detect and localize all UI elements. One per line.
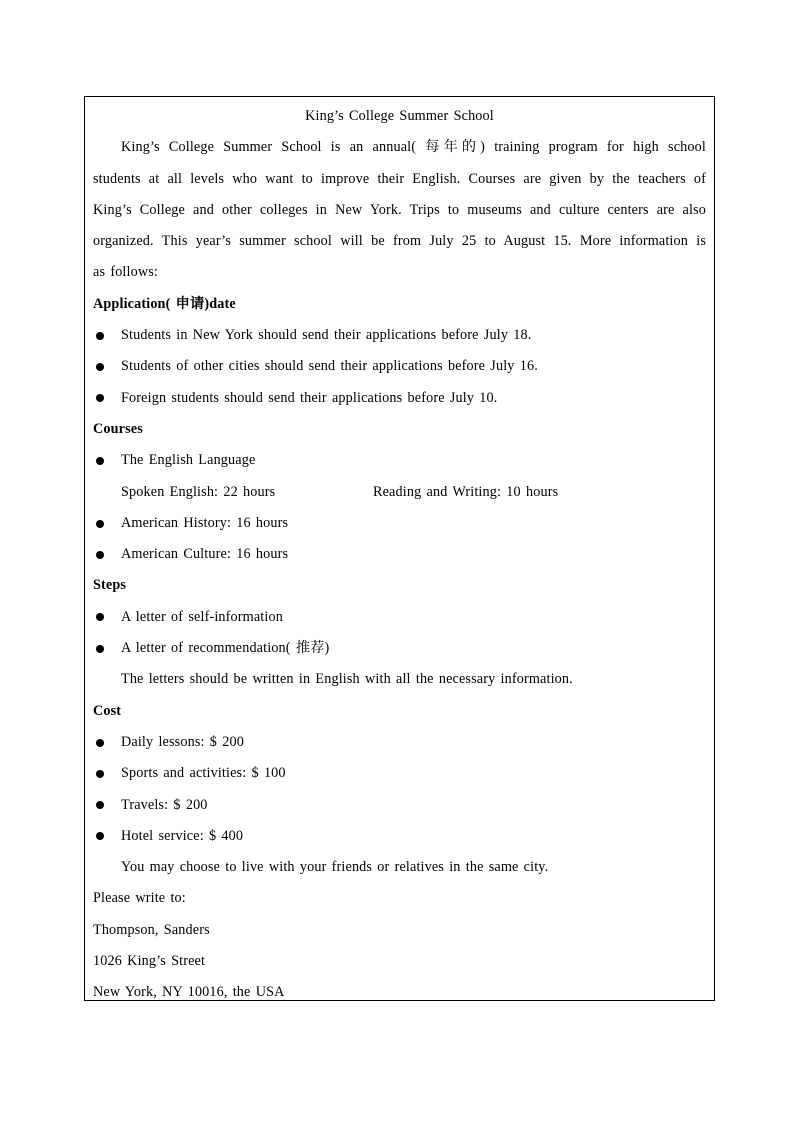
- list-item-text: American Culture: 16 hours: [121, 546, 289, 563]
- bullet-icon: [96, 739, 104, 747]
- bullet-icon: [96, 613, 104, 621]
- intro-line: organized. This year’s summer school will be from July 25 to August 15. More information is: [93, 233, 706, 250]
- document-frame: [84, 96, 715, 1001]
- contact-name: Thompson, Sanders: [93, 921, 210, 938]
- list-item: [93, 758, 706, 789]
- bullet-icon: [96, 363, 104, 371]
- list-item-text: A letter of self-information: [121, 608, 283, 625]
- list-item-text: Sports and activities: $ 100: [121, 765, 286, 782]
- contact-street: 1026 King’s Street: [93, 953, 206, 970]
- steps-note: The letters should be written in English with all the necessary information.: [121, 671, 573, 688]
- list-item: [93, 320, 706, 351]
- intro-line: students at all levels who want to improve their English. Courses are given by the teachers of: [93, 170, 706, 187]
- list-item-text: Students of other cities should send their applications before July 16.: [121, 358, 538, 375]
- list-item-text: Students in New York should send their applications before July 18.: [121, 327, 532, 344]
- section-heading-cost: Cost: [93, 702, 122, 719]
- spoken-english-hours: Spoken English: 22 hours: [121, 483, 276, 500]
- list-item-text: The English Language: [121, 452, 256, 469]
- bullet-icon: [96, 457, 104, 465]
- bullet-icon: [96, 551, 104, 559]
- bullet-icon: [96, 801, 104, 809]
- contact-label: Please write to:: [93, 890, 186, 907]
- list-item-text: Hotel service: $ 400: [121, 827, 244, 844]
- list-item: [93, 727, 706, 758]
- list-item: [93, 351, 706, 382]
- bullet-icon: [96, 394, 104, 402]
- bullet-icon: [96, 832, 104, 840]
- list-item-text: American History: 16 hours: [121, 514, 289, 531]
- intro-line: King’s College Summer School is an annual( 每年的) training program for high school: [121, 139, 706, 156]
- cost-note: You may choose to live with your friends or relatives in the same city.: [121, 859, 549, 876]
- bullet-icon: [96, 770, 104, 778]
- list-item-text: Foreign students should send their applications before July 10.: [121, 389, 498, 406]
- list-item: [93, 539, 706, 570]
- bullet-icon: [96, 645, 104, 653]
- list-item-text: A letter of recommendation( 推荐): [121, 640, 330, 657]
- bullet-icon: [96, 520, 104, 528]
- page-title: King’s College Summer School: [305, 108, 494, 124]
- intro-line: as follows:: [93, 264, 159, 281]
- list-item: [93, 508, 706, 539]
- english-course-detail: [93, 477, 706, 508]
- list-item: [93, 821, 706, 852]
- section-heading-courses: Courses: [93, 420, 143, 437]
- intro-line: King’s College and other colleges in New York. Trips to museums and culture centers are also: [93, 201, 706, 218]
- list-item: [93, 602, 706, 633]
- reading-writing-hours: Reading and Writing: 10 hours: [373, 483, 559, 500]
- bullet-icon: [96, 332, 104, 340]
- section-heading-steps: Steps: [93, 577, 127, 594]
- section-heading-application: Application( 申请)date: [93, 295, 236, 312]
- list-item: [93, 445, 706, 476]
- list-item: [93, 790, 706, 821]
- document-body: [93, 101, 706, 1009]
- list-item: [93, 383, 706, 414]
- contact-city: New York, NY 10016, the USA: [93, 984, 285, 1001]
- list-item: [93, 633, 706, 664]
- list-item-text: Daily lessons: $ 200: [121, 733, 244, 750]
- list-item-text: Travels: $ 200: [121, 796, 208, 813]
